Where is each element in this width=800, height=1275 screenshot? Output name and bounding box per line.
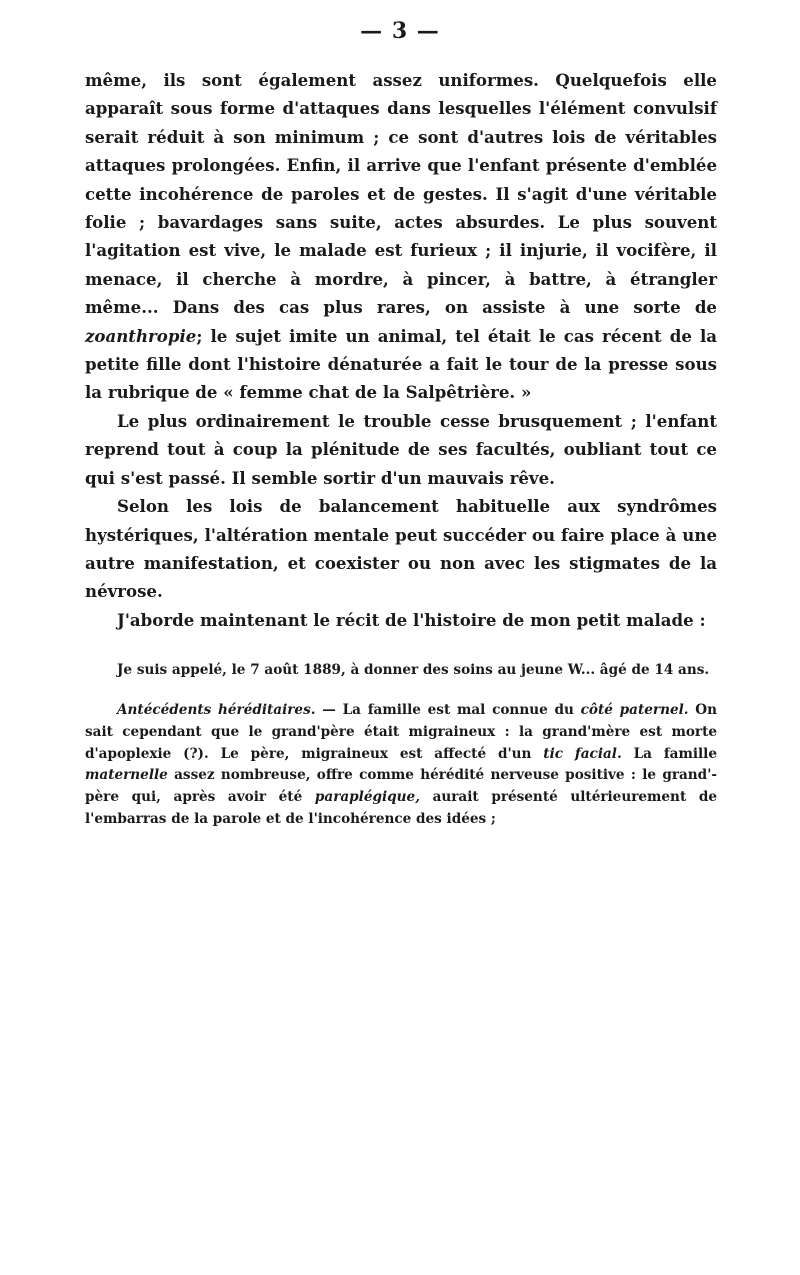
case-text-1: — La famille est mal connue du <box>322 701 574 718</box>
case-text-5: aurait présenté ultérieurement de l'embarras de la parole et de l'incohérence des idées ; <box>85 789 718 827</box>
main-text <box>85 66 717 634</box>
case-text-4: assez nombreuse, offre comme hérédité nerveuse positive : le grand'-père qui, après avoir été <box>85 767 717 806</box>
case-report <box>85 660 717 831</box>
paragraph-resolution: Le plus ordinairement le trouble cesse brusquement ; l'enfant reprend tout à coup la plénitude de ses facultés, oubliant tout ce qui s'est passé. Il semble sortir d'un mauvais rêve. <box>85 410 717 488</box>
paragraph-case-intro: J'aborde maintenant le récit de l'histoire de mon petit malade : <box>117 609 706 630</box>
case-heading: Antécédents héréditaires. <box>117 701 316 718</box>
term-zoanthropie: zoanthropie <box>85 325 197 346</box>
paragraph-symptoms-continuation: ; le sujet imite un animal, tel était le cas récent de la petite fille dont l'histoire dénaturée a fait le tour de la presse sous la rubrique de « femme chat de la Salpêtrière. » <box>85 325 717 403</box>
page-number: — 3 — <box>360 18 440 44</box>
paragraph-symptoms-text: même, ils sont également assez uniformes. Quelquefois elle apparaît sous forme d'attaques dans lesquelles l'élément convulsif serait réduit à son minimum ; ce sont d'autres lois de véritables attaques prolongées. Enfin, il arrive que l'enfant présente d'emblée cette incohérence de paroles et de gestes. Il s'agit d'une véritable folie ; bavardages sans suite, actes absurdes. Le plus souvent l'agitation est vive, le malade est furieux ; il injurie, il vocifère, il menace, il cherche à mordre, à pincer, à battre, à étrangler même... Dans des cas plus rares, on assiste à une sorte de <box>85 70 717 318</box>
case-italic-maternal: maternelle <box>85 767 168 784</box>
case-italic-paternal: côté paternel. <box>580 701 689 718</box>
page-text <box>85 66 717 831</box>
case-italic-tic: tic facial. <box>543 745 622 762</box>
case-text-3: La famille <box>633 745 717 762</box>
case-hereditary-antecedents <box>85 700 717 831</box>
case-italic-paraplegic: paraplégique, <box>314 789 420 806</box>
case-text-2: On sait cependant que le grand'père était migraineux : la grand'mère est morte d'apoplexie (?). Le père, migraineux est affecté d'un <box>85 701 717 762</box>
case-patient-intro: Je suis appelé, le 7 août 1889, à donner des soins au jeune W... âgé de 14 ans. <box>117 662 710 679</box>
paragraph-symptoms <box>85 66 717 407</box>
paragraph-balancement: Selon les lois de balancement habituelle aux syndrômes hystériques, l'altération mentale peut succéder ou faire place à une autre manifestation, et coexister ou non avec les stigmates de la névrose. <box>85 496 717 602</box>
